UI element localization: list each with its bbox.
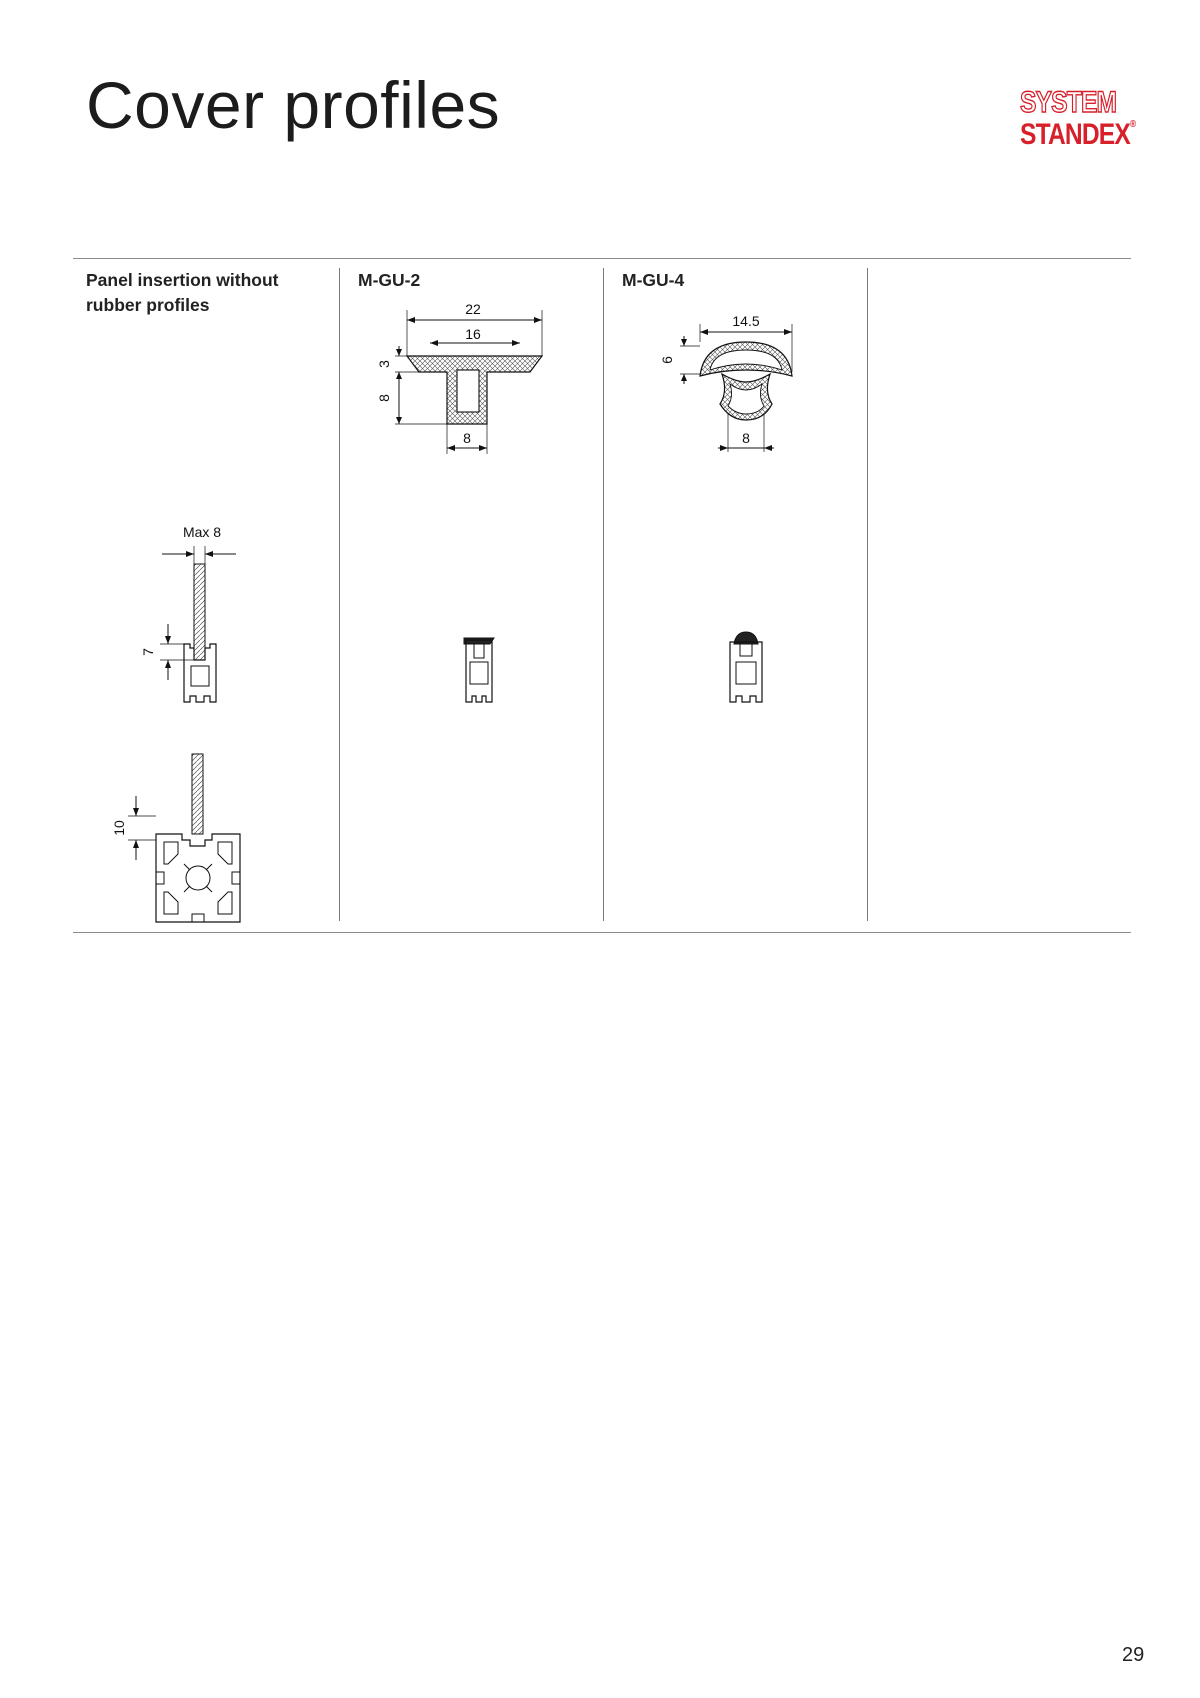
dim-panel-10: 10 [111, 820, 127, 836]
dim-panel-max-8: Max 8 [182, 524, 222, 540]
logo-registered-mark: ® [1129, 119, 1137, 130]
m-gu-4-profile-drawing [660, 302, 820, 462]
logo-line-system: SYSTEM [1020, 86, 1117, 119]
logo-line-standex [1020, 120, 1136, 150]
table-top-rule [73, 258, 1131, 259]
panel-insertion-slot-drawing [140, 520, 260, 710]
table-bottom-rule [73, 932, 1131, 933]
page-title: Cover profiles [86, 68, 501, 142]
brand-logo [1020, 86, 1137, 154]
column-heading-m-gu-2: M-GU-2 [358, 270, 421, 290]
dim-mgu2-8-width: 8 [463, 430, 471, 446]
m-gu-4-mounted-drawing [726, 626, 766, 712]
dim-mgu4-6: 6 [659, 356, 675, 364]
m-gu-2-mounted-drawing [460, 632, 500, 712]
dim-panel-7: 7 [140, 648, 156, 656]
column-heading-m-gu-4: M-GU-4 [622, 270, 685, 290]
dim-mgu2-16: 16 [465, 326, 481, 342]
dim-mgu4-14-5: 14.5 [732, 313, 760, 329]
column-divider-1 [339, 268, 340, 921]
column-heading-panel-insertion: Panel insertion without rubber profiles [86, 270, 279, 315]
dim-mgu2-8-height: 8 [376, 394, 392, 402]
column-divider-2 [603, 268, 604, 921]
page-number: 29 [1122, 1644, 1145, 1666]
column-divider-3 [867, 268, 868, 921]
logo-standex-text: STANDEX [1020, 118, 1130, 151]
m-gu-2-profile-drawing [375, 296, 555, 456]
panel-insertion-corner-drawing [112, 746, 252, 926]
dim-mgu2-22: 22 [465, 301, 481, 317]
dim-mgu2-3: 3 [376, 360, 392, 368]
dim-mgu4-8: 8 [742, 430, 750, 446]
